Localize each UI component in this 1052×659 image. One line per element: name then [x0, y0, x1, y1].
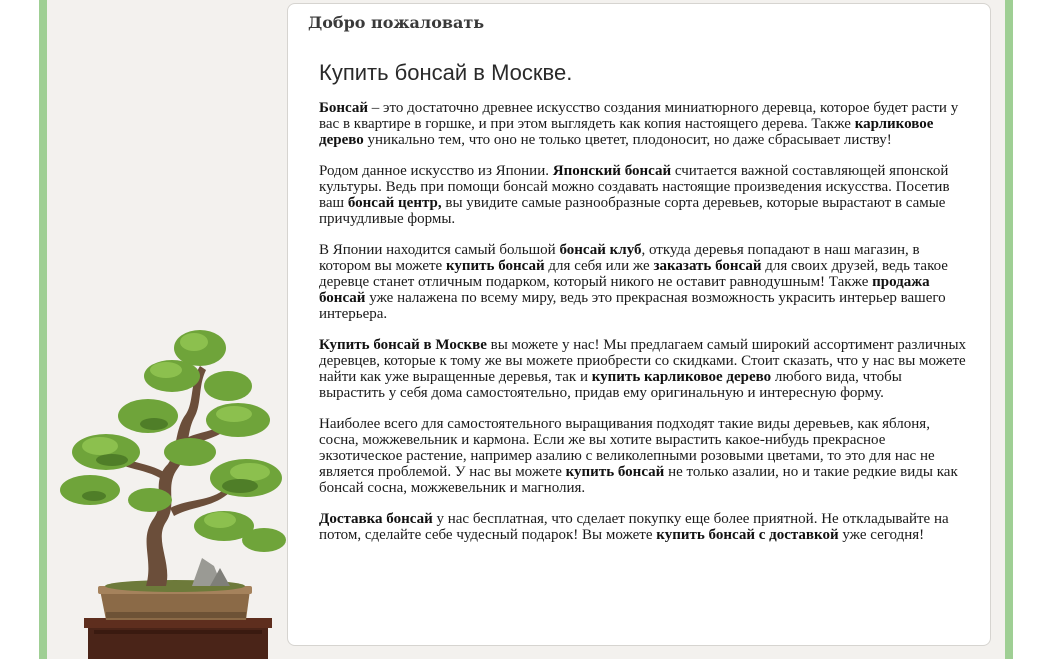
- left-green-border: [39, 0, 47, 659]
- bold-keyword: продажа бонсай: [319, 274, 930, 306]
- text-run: – это достаточно древнее искусство создания миниатюрного деревца, которое будет расти у вас в квартире в горшке, и при этом выглядеть как копия настоящего дерева. Также: [319, 100, 959, 132]
- bold-keyword: Бонсай: [319, 100, 369, 116]
- article-body: [319, 100, 967, 543]
- article-paragraph: [319, 242, 967, 322]
- text-run: вы можете у нас! Мы предлагаем самый широкий ассортимент различных деревцев, которые к тому же вы можете приобрести со скидками. Стоит сказать, что у нас вы можете найти как уже выращенные деревья, так и: [319, 337, 967, 385]
- bold-keyword: купить карликовое дерево: [591, 369, 772, 385]
- bold-keyword: Японский бонсай: [552, 163, 672, 179]
- article-title: Купить бонсай в Москве.: [319, 60, 573, 85]
- bold-keyword: заказать бонсай: [653, 258, 762, 274]
- article: [319, 60, 967, 558]
- text-run: вы увидите самые разнообразные сорта деревьев, которые вырастают в самые причудливые формы.: [319, 195, 946, 227]
- text-run: не только азалии, но и такие редкие виды как бонсай сосна, можжевельник и магнолия.: [319, 464, 958, 496]
- text-run: Наиболее всего для самостоятельного выращивания подходят такие виды деревьев, как яблоня, сосна, можжевельник и кармона. Если же вы хотите вырастить какое-нибудь прекрасное экзотическое растение, например азалию с великолепными розовыми цветами, то это для нас не является проблемой. У нас вы можете: [319, 416, 935, 480]
- text-run: считается важной составляющей японской культуры. Ведь при помощи бонсай можно создавать настоящие произведения искусства. Посетив ваш: [319, 163, 950, 211]
- text-run: для себя или же: [544, 258, 654, 274]
- article-paragraph: [319, 163, 967, 227]
- text-run: уникально тем, что оно не только цветет, плодоносит, но даже сбрасывает листву!: [363, 132, 892, 148]
- article-paragraph: [319, 100, 967, 148]
- text-run: любого вида, чтобы вырастить у себя дома самостоятельно, придав ему оригинальную и интересную форму.: [319, 369, 902, 401]
- text-run: уже налажена по всему миру, ведь это прекрасная возможность украсить интерьер вашего интерьера.: [319, 290, 946, 322]
- content-panel: [287, 3, 991, 646]
- article-paragraph: [319, 337, 967, 401]
- text-run: для своих друзей, ведь такое деревце станет отличным подарком, который никого не оставит равнодушным! Также: [319, 258, 948, 290]
- text-run: у нас бесплатная, что сделает покупку еще более приятной. Не откладывайте на потом, сделайте себе чудесный подарок! Вы можете: [319, 511, 949, 543]
- text-run: Родом данное искусство из Японии.: [319, 163, 553, 179]
- text-run: уже сегодня!: [838, 527, 925, 543]
- welcome-heading: Добро пожаловать: [308, 13, 485, 32]
- bold-keyword: Доставка бонсай: [319, 511, 433, 527]
- text-run: В Японии находится самый большой: [319, 242, 560, 258]
- article-paragraph: [319, 416, 967, 496]
- bonsai-tree-image: [50, 318, 290, 659]
- bold-keyword: бонсай клуб: [559, 242, 642, 258]
- bold-keyword: купить бонсай: [445, 258, 545, 274]
- bold-keyword: карликовое дерево: [319, 116, 934, 148]
- bold-keyword: Купить бонсай в Москве: [319, 337, 487, 353]
- bold-keyword: купить бонсай: [565, 464, 665, 480]
- right-green-border: [1005, 0, 1013, 659]
- bold-keyword: купить бонсай с доставкой: [656, 527, 839, 543]
- article-paragraph: [319, 511, 967, 543]
- text-run: , откуда деревья попадают в наш магазин, в котором вы можете: [319, 242, 920, 274]
- bold-keyword: бонсай центр,: [347, 195, 442, 211]
